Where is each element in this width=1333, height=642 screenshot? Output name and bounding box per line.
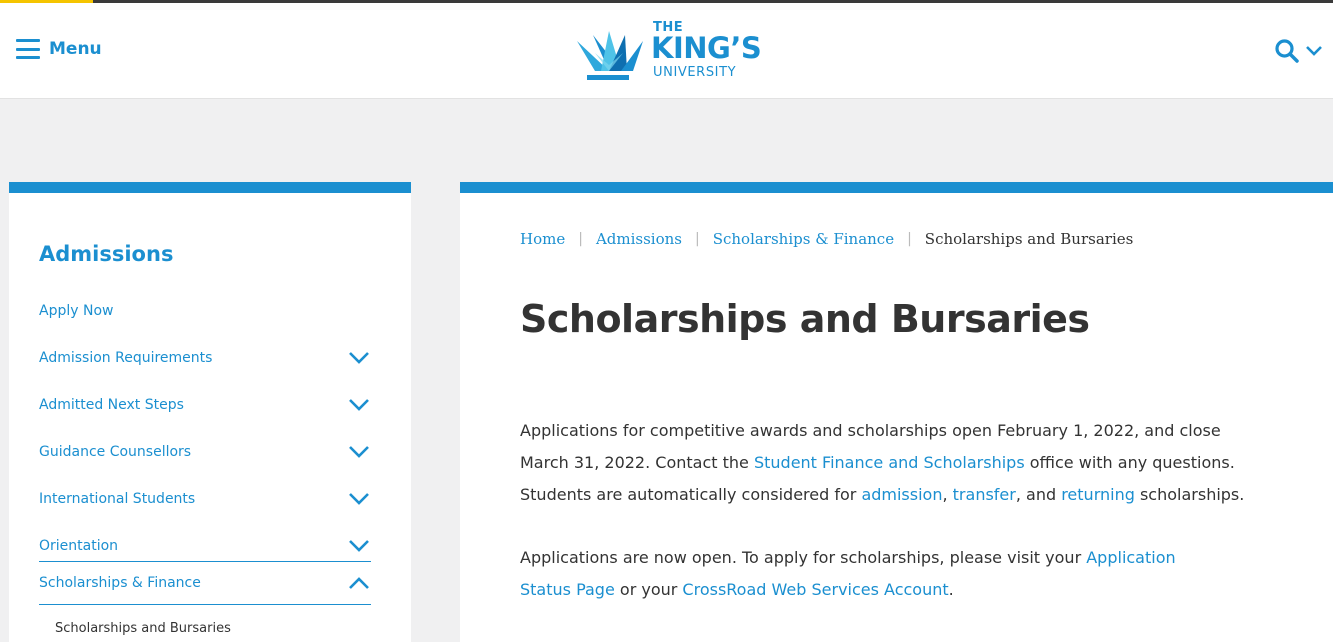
search-icon	[1274, 38, 1300, 64]
sidebar-item-label: Scholarships & Finance	[39, 575, 201, 591]
crown-icon	[575, 25, 645, 81]
breadcrumb-current: Scholarships and Bursaries	[924, 230, 1134, 248]
sidebar-item-label: Guidance Counsellors	[39, 444, 192, 460]
link-returning[interactable]: returning	[1061, 485, 1135, 504]
university-logo[interactable]	[575, 20, 775, 82]
breadcrumb-admissions[interactable]: Admissions	[595, 230, 682, 248]
menu-label: Menu	[49, 39, 102, 59]
sidebar-item-international-students[interactable]	[39, 479, 371, 519]
chevron-down-icon	[1304, 44, 1324, 58]
paragraph-text: office with any questions. Students are automatically considered for	[520, 453, 1235, 504]
paragraph-text: ,	[942, 485, 953, 504]
sidebar-item-label: Apply Now	[39, 303, 114, 319]
sidebar-item-guidance-counsellors[interactable]	[39, 432, 371, 472]
site-header	[0, 3, 1333, 99]
breadcrumb-separator: |	[907, 231, 912, 247]
sidebar-item-admitted-next-steps[interactable]	[39, 385, 371, 425]
breadcrumb-home[interactable]: Home	[520, 230, 566, 248]
paragraph-text: or your	[614, 580, 683, 599]
hamburger-icon	[16, 39, 40, 59]
sidebar-item-admission-requirements[interactable]	[39, 338, 371, 378]
paragraph-text: Applications are now open. To apply for scholarships, please visit your	[520, 548, 1087, 567]
sidebar-item-label: International Students	[39, 491, 196, 507]
sidebar-item-apply-now[interactable]	[39, 291, 371, 331]
chevron-down-icon[interactable]	[347, 536, 371, 556]
breadcrumb-separator: |	[694, 231, 700, 247]
sidebar-title[interactable]: Admissions	[39, 242, 174, 266]
sidebar-item-scholarships-finance[interactable]	[39, 561, 371, 605]
logo-line-the: THE	[653, 20, 684, 35]
sidebar-item-orientation[interactable]	[39, 526, 371, 566]
chevron-up-icon[interactable]	[347, 573, 371, 593]
intro-paragraph	[520, 415, 1250, 511]
paragraph-text: .	[948, 580, 954, 599]
link-student-finance[interactable]: Student Finance and Scholarships	[753, 453, 1025, 472]
page-title: Scholarships and Bursaries	[520, 297, 1090, 341]
sidebar-nav	[9, 182, 411, 642]
sidebar-item-label: Admission Requirements	[39, 350, 213, 366]
chevron-down-icon[interactable]	[347, 395, 371, 415]
chevron-down-icon[interactable]	[347, 489, 371, 509]
menu-button[interactable]	[16, 39, 102, 59]
apply-paragraph	[520, 542, 1200, 606]
logo-line-kings: KING’S	[651, 31, 762, 65]
sidebar-item-label: Admitted Next Steps	[39, 397, 184, 413]
breadcrumb	[520, 230, 1133, 248]
breadcrumb-separator: |	[578, 231, 583, 247]
sidebar-subitem-scholarships-bursaries[interactable]: Scholarships and Bursaries	[55, 621, 231, 636]
link-transfer[interactable]: transfer	[952, 485, 1016, 504]
breadcrumb-scholarships-finance[interactable]: Scholarships & Finance	[712, 230, 895, 248]
paragraph-text: Applications for competitive awards and scholarships open February 1, 2022, and close March 31, 2022. Contact the	[520, 421, 1221, 472]
chevron-down-icon[interactable]	[347, 348, 371, 368]
sidebar-item-label: Orientation	[39, 538, 119, 554]
chevron-down-icon[interactable]	[347, 442, 371, 462]
link-admission[interactable]: admission	[861, 485, 943, 504]
search-button[interactable]	[1274, 38, 1324, 64]
paragraph-text: , and	[1015, 485, 1062, 504]
main-content	[460, 182, 1333, 642]
link-crossroad-account[interactable]: CrossRoad Web Services Account	[682, 580, 949, 599]
paragraph-text: scholarships.	[1134, 485, 1245, 504]
link-application-status[interactable]: Application Status Page	[520, 548, 1176, 599]
logo-line-university: UNIVERSITY	[653, 65, 737, 80]
